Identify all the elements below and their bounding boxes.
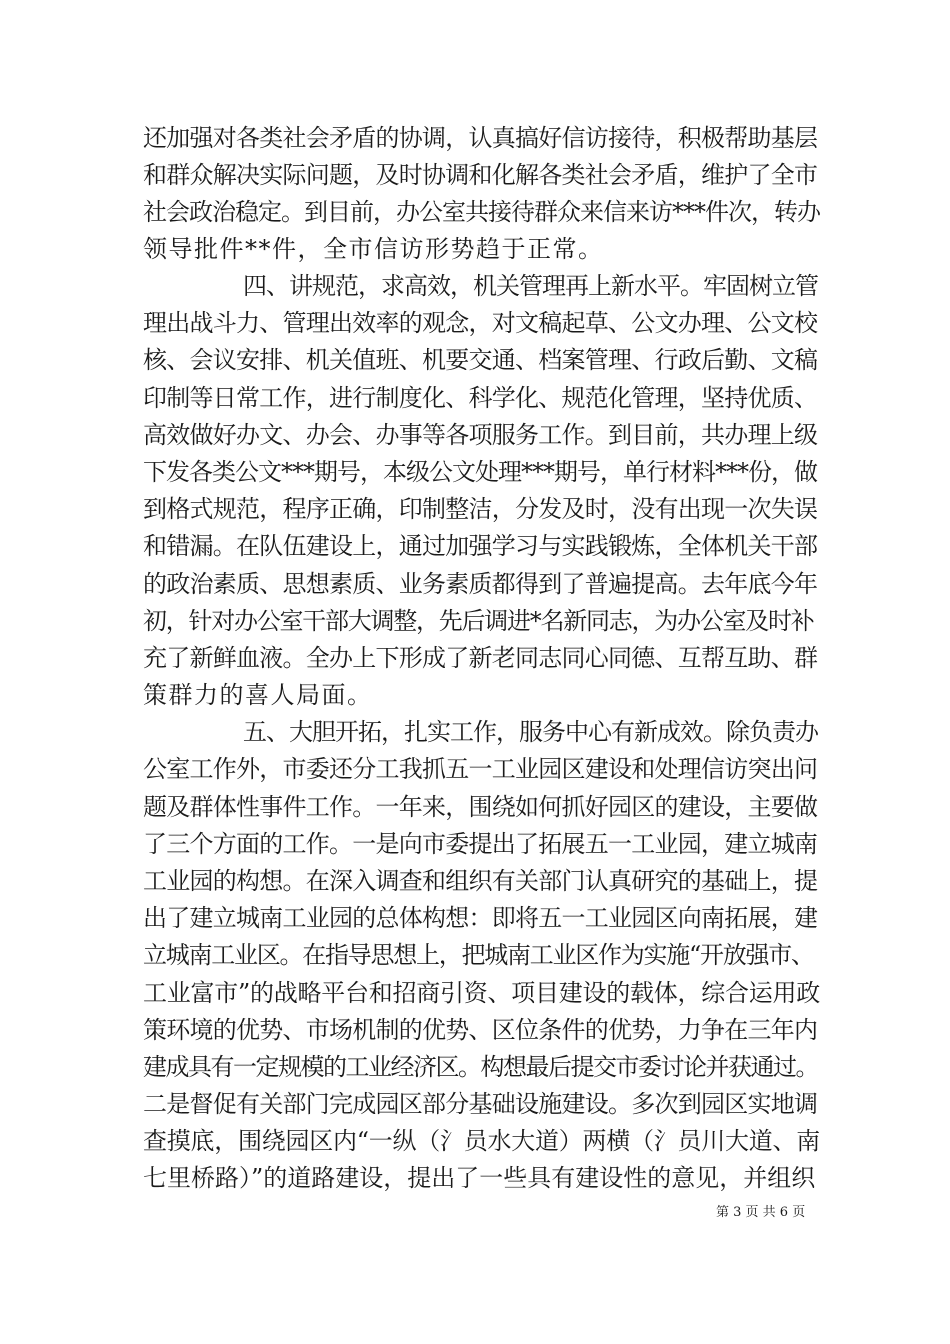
body-text-line: 公室工作外，市委还分工我抓五一工业园区建设和处理信访突出问	[143, 755, 818, 783]
body-text-line: 的政治素质、思想素质、业务素质都得到了普遍提高。去年底今年	[143, 570, 818, 598]
body-text-line: 七里桥路）”的道路建设，提出了一些具有建设性的意见，并组织	[143, 1164, 816, 1192]
body-text-line: 二是督促有关部门完成园区部分基础设施建设。多次到园区实地调	[143, 1090, 818, 1118]
body-text-line: 工业园的构想。在深入调查和组织有关部门认真研究的基础上，提	[143, 867, 818, 895]
body-text-line: 出了建立城南工业园的总体构想：即将五一工业园区向南拓展，建	[143, 904, 818, 932]
body-text-line: 策环境的优势、市场机制的优势、区位条件的优势，力争在三年内	[143, 1016, 818, 1044]
body-text-line: 还加强对各类社会矛盾的协调，认真搞好信访接待，积极帮助基层	[143, 124, 818, 152]
body-text-line: 策群力的喜人局面。	[143, 681, 373, 709]
body-text-line: 下发各类公文***期号，本级公文处理***期号，单行材料***份，做	[143, 458, 817, 486]
body-text-line: 和错漏。在队伍建设上，通过加强学习与实践锻炼，全体机关干部	[143, 532, 818, 560]
body-text-line: 和群众解决实际问题，及时协调和化解各类社会矛盾，维护了全市	[143, 161, 818, 189]
body-text-line: 充了新鲜血液。全办上下形成了新老同志同心同德、互帮互助、群	[143, 644, 818, 672]
page-number-footer: 第 3 页 共 6 页	[716, 1205, 806, 1220]
body-text-line: 核、会议安排、机关值班、机要交通、档案管理、行政后勤、文稿	[143, 346, 818, 374]
body-text-line: 建成具有一定规模的工业经济区。构想最后提交市委讨论并获通过。	[143, 1053, 818, 1081]
body-text-line: 了三个方面的工作。一是向市委提出了拓展五一工业园，建立城南	[143, 830, 818, 858]
body-text-line: 领导批件**件，全市信访形势趋于正常。	[143, 235, 604, 263]
section-heading-line: 四、讲规范，求高效，机关管理再上新水平。牢固树立管	[243, 272, 818, 300]
section-heading-line: 五、大胆开拓，扎实工作，服务中心有新成效。除负责办	[243, 718, 818, 746]
body-text-line: 工业富市”的战略平台和招商引资、项目建设的载体，综合运用政	[143, 979, 821, 1007]
body-text-line: 社会政治稳定。到目前，办公室共接待群众来信来访***件次，转办	[143, 198, 820, 226]
body-text-line: 到格式规范，程序正确，印制整洁，分发及时，没有出现一次失误	[143, 495, 818, 523]
body-text-line: 查摸底，围绕园区内“一纵（氵员水大道）两横（氵员川大道、南	[143, 1127, 821, 1155]
body-text-line: 高效做好办文、办会、办事等各项服务工作。到目前，共办理上级	[143, 421, 818, 449]
body-text-line: 题及群体性事件工作。一年来，围绕如何抓好园区的建设，主要做	[143, 793, 818, 821]
body-text-line: 初，针对办公室干部大调整，先后调进*名新同志，为办公室及时补	[143, 607, 814, 635]
body-text-line: 理出战斗力、管理出效率的观念，对文稿起草、公文办理、公文校	[143, 309, 818, 337]
body-text-line: 立城南工业区。在指导思想上，把城南工业区作为实施“开放强市、	[143, 941, 814, 969]
body-text-line: 印制等日常工作，进行制度化、科学化、规范化管理，坚持优质、	[143, 384, 818, 412]
